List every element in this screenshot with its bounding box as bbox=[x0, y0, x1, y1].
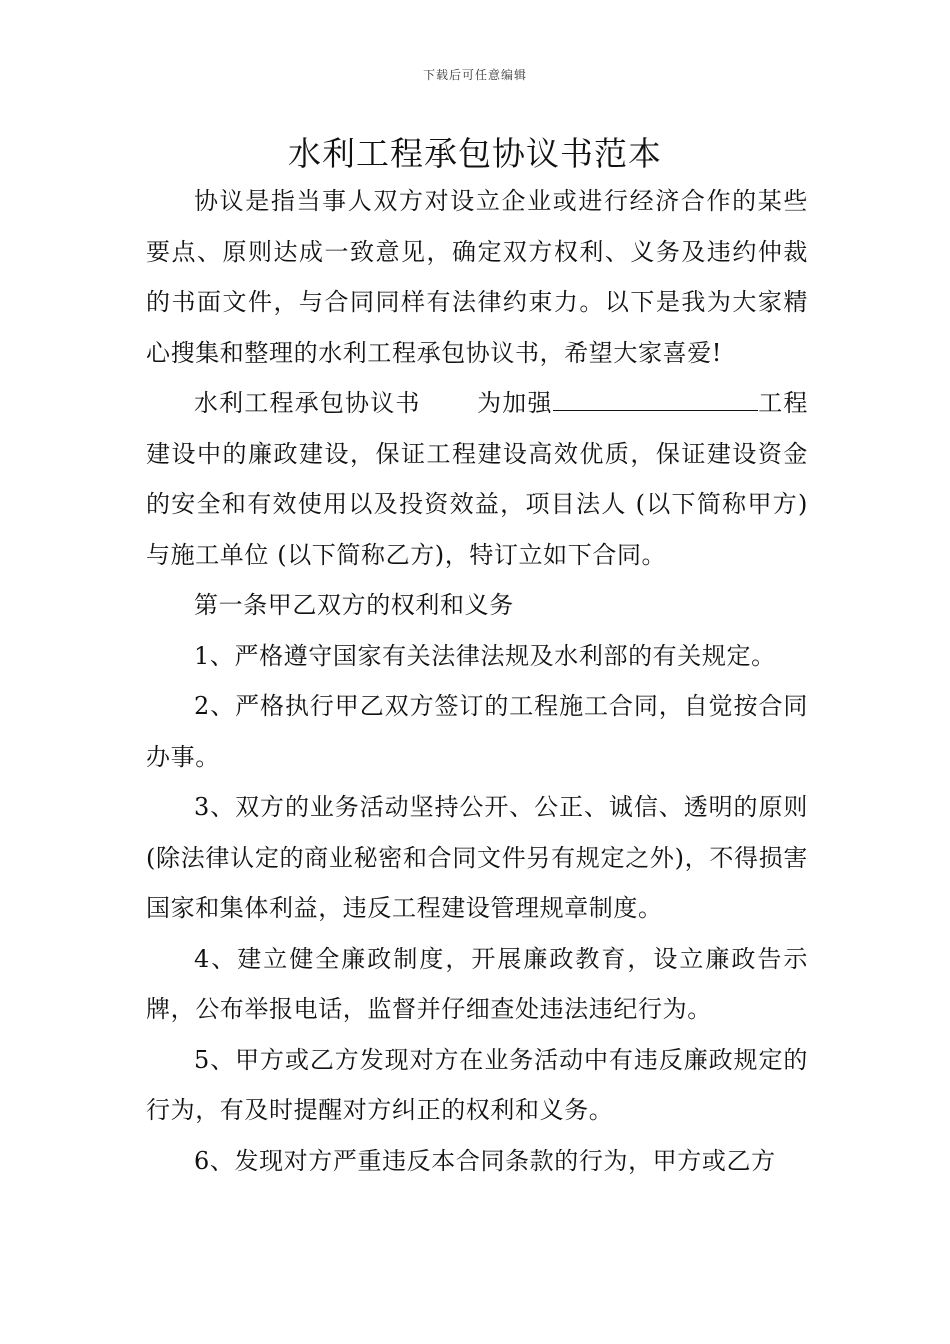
article-heading: 第一条甲乙双方的权利和义务 bbox=[194, 591, 514, 619]
clause-1: 1、严格遵守国家有关法律法规及水利部的有关规定。 bbox=[194, 641, 776, 670]
clause-2: 2、严格执行甲乙双方签订的工程施工合同，自觉按合同办事。 bbox=[146, 692, 808, 771]
document-title: 水利工程承包协议书范本 bbox=[288, 134, 662, 173]
intro-paragraph: 协议是指当事人双方对设立企业或进行经济合作的某些要点、原则达成一致意见，确定双方权利、义务及违约仲裁的书面文件，与合同同样有法律约束力。以下是我为大家精心搜集和整理的水利工程承包协议书，希望大家喜爱! bbox=[146, 187, 808, 367]
clause-6: 6、发现对方严重违反本合同条款的行为，甲方或乙方 bbox=[194, 1146, 776, 1175]
agreement-paragraph bbox=[146, 378, 808, 580]
document-body bbox=[146, 176, 808, 1186]
clause-3: 3、双方的业务活动坚持公开、公正、诚信、透明的原则(除法律认定的商业秘密和合同文件另有规定之外)，不得损害国家和集体利益，违反工程建设管理规章制度。 bbox=[146, 793, 808, 922]
clause-5: 5、甲方或乙方发现对方在业务活动中有违反廉政规定的行为，有及时提醒对方纠正的权利和义务。 bbox=[146, 1045, 808, 1124]
agreement-continuation: 工程建设中的廉政建设，保证工程建设高效优质，保证建设资金的安全和有效使用以及投资效益，项目法人 (以下简称甲方)与施工单位 (以下简称乙方)，特订立如下合同。 bbox=[146, 389, 808, 569]
agreement-lead: 为加强 bbox=[476, 389, 553, 417]
clause-4: 4、建立健全廉政制度，开展廉政教育，设立廉政告示牌，公布举报电话，监督并仔细查处违法违纪行为。 bbox=[146, 944, 808, 1023]
page-header-note: 下载后可任意编辑 bbox=[422, 68, 527, 82]
agreement-subtitle: 水利工程承包协议书 bbox=[194, 389, 421, 417]
project-name-blank bbox=[553, 384, 758, 411]
